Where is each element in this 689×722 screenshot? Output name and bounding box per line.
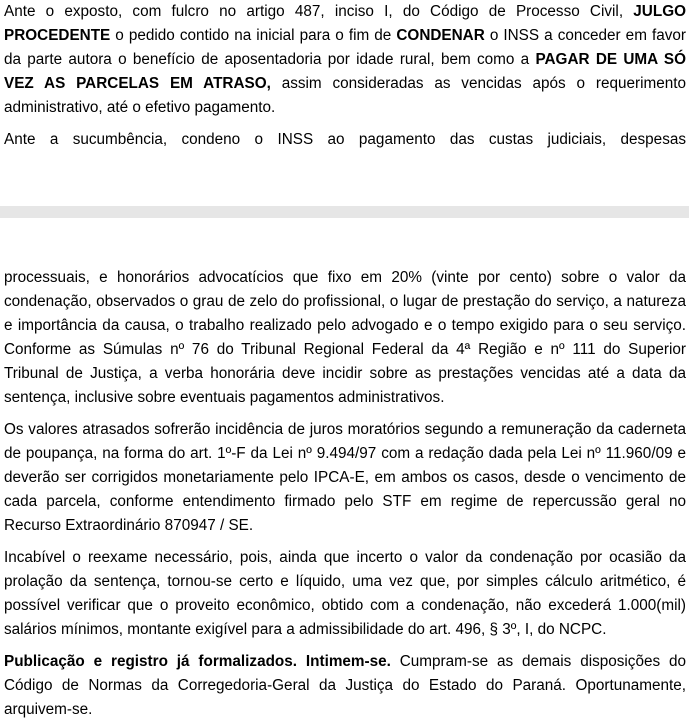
text-run: o INSS a conceder em favor da parte autora o benefício de aposentadoria por idade rural, bem como a (4, 27, 686, 68)
page-top-section (0, 0, 689, 206)
bold-pay-arrears: PAGAR DE UMA SÓ VEZ AS PARCELAS EM ATRASO, (4, 51, 686, 92)
page-bottom-content (4, 266, 686, 722)
text-run: o pedido contido na inicial para o fim de (110, 27, 397, 44)
text-run: Cumpram-se as demais disposições do Código de Normas da Corregedoria-Geral da Justiça do Estado do Paraná. Oportunamente, arquivem-se. (4, 653, 686, 718)
review-paragraph: Incabível o reexame necessário, pois, ainda que incerto o valor da condenação por ocasião da prolação da sentença, tornou-se certo e líquido, uma vez que, por simples cálculo aritmético, é possível verificar que o proveito econômico, obtido com a condenação, não excederá 1.000(mil) salários mínimos, montante exigível para a admissibilidade do art. 496, § 3º, I, do NCPC. (4, 549, 686, 638)
bold-condemn: CONDENAR (396, 27, 485, 44)
publication-paragraph (4, 650, 686, 722)
interest-paragraph: Os valores atrasados sofrerão incidência de juros moratórios segundo a remuneração da caderneta de poupança, na forma do art. 1º-F da Lei nº 9.494/97 com a redação dada pela Lei nº 11.960/09 e deverão ser corrigidos monetariamente pelo IPCA-E, em ambos os casos, desde o vencimento de cada parcela, conforme entendimento firmado pelo STF em regime de repercussão geral no Recurso Extraordinário 870947 / SE. (4, 421, 686, 534)
costs-paragraph-start: Ante a sucumbência, condeno o INSS ao pagamento das custas judiciais, despesas (4, 131, 686, 148)
bold-judgment: JULGO PROCEDENTE (4, 3, 686, 44)
page-top-content (4, 0, 686, 152)
fees-paragraph: processuais, e honorários advocatícios que fixo em 20% (vinte por cento) sobre o valor da condenação, observados o grau de zelo do profissional, o lugar de prestação do serviço, a natureza e importância da causa, o trabalho realizado pelo advogado e o tempo exigido para o seu serviço. Conforme as Súmulas nº 76 do Tribunal Regional Federal da 4ª Região e nº 111 do Superior Tribunal de Justiça, a verba honorária deve incidir sobre as prestações vencidas até a data da sentença, inclusive sobre eventuais pagamentos administrativos. (4, 269, 686, 406)
page-bottom-section (0, 218, 689, 722)
text-run: Ante o exposto, com fulcro no artigo 487, inciso I, do Código de Processo Civil, (4, 3, 634, 20)
dispositive-paragraph (4, 0, 686, 120)
bold-publication: Publicação e registro já formalizados. Intimem-se. (4, 653, 391, 670)
text-run: assim consideradas as vencidas após o requerimento administrativo, até o efetivo pagamento. (4, 75, 687, 116)
page-break-separator (0, 206, 689, 218)
